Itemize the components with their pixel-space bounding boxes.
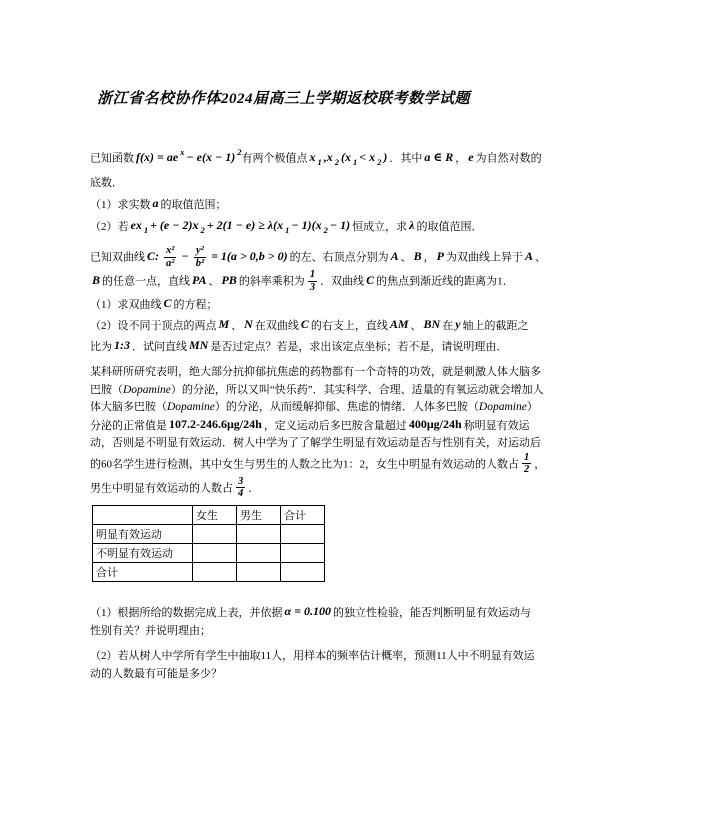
text-run: 轴上的截距之 — [462, 320, 529, 333]
text-line — [90, 173, 560, 194]
math-run: 1 — [143, 225, 149, 236]
math-run: PA — [192, 272, 207, 287]
text-line — [90, 270, 560, 294]
text-run: ， — [534, 458, 546, 471]
problem-3-question-1 — [90, 603, 560, 640]
math-run: (x — [341, 149, 352, 164]
text-run: 的独立性检验，能否判断明显有效运动与 — [332, 606, 531, 619]
math-run: 2 — [200, 225, 205, 236]
math-run: + (e − 2)x — [150, 217, 199, 232]
math-run: − e(x − 1) — [186, 149, 236, 164]
text-run: 底数． — [90, 176, 123, 189]
text-run: 的60名学生进行检测，其中女生与男生的人数之比为1：2，女生中明显有效运动的人数占 — [90, 458, 519, 471]
text-line — [90, 194, 560, 216]
table-cell-empty — [193, 543, 237, 562]
text-run: 的斜率乘积为 — [238, 275, 305, 288]
math-run: 1 — [285, 225, 290, 236]
text-run: 是否过定点？若是，求出该定点坐标；若不是，请说明理由． — [210, 341, 508, 354]
math-run: 1 — [353, 156, 358, 167]
text-run: 男生中明显有效运动的人数占 — [90, 482, 233, 495]
text-line — [90, 315, 560, 336]
text-run: ） — [526, 401, 538, 414]
fraction — [308, 269, 317, 293]
row-header-effective: 明显有效运动 — [93, 524, 193, 543]
math-run: − 1)(x — [291, 217, 322, 232]
math-run: C: — [147, 248, 159, 263]
page-title: 浙江省名校协作体2024届高三上学期返校联考数学试题 — [97, 91, 471, 107]
math-run: BN — [423, 317, 441, 332]
text-run: 为自然对数的 — [475, 152, 542, 165]
text-run: 有两个极值点 — [241, 152, 308, 165]
math-run: 2 — [377, 156, 382, 167]
fraction-numerator: 1 — [524, 451, 530, 463]
math-run: ) — [383, 149, 388, 164]
text-run: 的取值范围； — [160, 198, 227, 211]
exam-page — [90, 87, 560, 683]
fraction-denominator: a² — [166, 257, 175, 269]
table-row — [93, 562, 325, 581]
text-run: 的焦点到渐近线的距离为1． — [376, 275, 514, 288]
text-run: ）的分泌，所以又叫“快乐药”．其实科学、合理、适量的有氧运动就会增加人 — [170, 383, 544, 396]
table-row — [93, 543, 325, 562]
fraction — [194, 245, 206, 269]
table-cell-empty — [281, 562, 325, 581]
fraction-denominator: 3 — [309, 281, 316, 293]
table-row — [93, 524, 325, 543]
text-run: 已知函数 — [90, 152, 134, 165]
table-corner-cell — [93, 505, 193, 524]
text-run: 的取值范围． — [416, 220, 483, 233]
math-run: 400μg/24h — [408, 416, 462, 431]
text-run: 某科研所研究表明，绝大部分抗抑郁抗焦虑的药物都有一个奇特的功效，就是刺激人体大脑多 — [90, 366, 541, 379]
row-header-total: 合计 — [93, 562, 193, 581]
math-run: x — [180, 147, 185, 157]
fraction-numerator: y² — [194, 245, 206, 258]
row-header-not-effective: 不明显有效运动 — [93, 543, 193, 562]
table-header-row — [93, 505, 325, 524]
text-run: 的方程； — [173, 299, 218, 312]
text-line — [90, 622, 560, 640]
fraction-denominator: b² — [195, 257, 205, 269]
text-run: 、 — [410, 320, 422, 333]
text-run: 、 — [535, 251, 546, 264]
text-line — [90, 336, 560, 357]
math-run: Dopamine — [123, 383, 171, 396]
math-run: 2 — [237, 147, 242, 157]
problem-3-intro — [90, 364, 560, 501]
math-run: M — [218, 317, 230, 332]
text-run: ，定义运动后多巴胺含量超过 — [263, 419, 407, 432]
text-run: 的右支上，直线 — [310, 320, 388, 333]
text-line — [90, 453, 560, 477]
text-run: 动，否则是不明显有效运动．树人中学为了了解学生明显有效运动是否与性别有关，对运动后 — [90, 437, 541, 450]
text-line — [90, 382, 560, 400]
math-run: 1:3 — [114, 338, 130, 353]
math-run: < x — [359, 149, 376, 164]
text-run: 称明显有效运 — [463, 419, 530, 432]
text-run: 巴胺（ — [90, 383, 123, 396]
math-run: AM — [389, 317, 409, 332]
text-line — [90, 477, 560, 501]
text-line — [90, 364, 560, 382]
text-run: （2）设不同于顶点的两点 — [90, 320, 217, 333]
text-run: 、 — [208, 275, 220, 288]
text-run: 动的人数最有可能是多少？ — [90, 667, 222, 680]
table-cell-empty — [193, 562, 237, 581]
math-run: 2 — [323, 225, 328, 236]
text-run: 为双曲线上异于 — [445, 251, 523, 264]
math-run: C — [163, 296, 172, 311]
text-run: ．试问直线 — [132, 341, 187, 354]
math-run: N — [244, 317, 253, 332]
problem-3-question-2 — [90, 647, 560, 683]
text-run: 在 — [442, 320, 454, 333]
text-line — [90, 144, 560, 173]
math-run: 107.2-246.6μg/24h — [169, 416, 262, 431]
contingency-table — [92, 505, 325, 582]
math-run: B — [413, 248, 422, 263]
math-run: e — [468, 149, 474, 164]
math-run: Dopamine — [167, 401, 215, 414]
text-run: 的任意一点，直线 — [102, 275, 191, 288]
fraction-numerator: x² — [166, 245, 175, 257]
math-run: a — [152, 195, 159, 210]
text-run: （2）若 — [90, 220, 129, 233]
text-line — [90, 399, 560, 417]
math-run: x — [309, 149, 316, 164]
math-run: λ — [409, 217, 415, 232]
text-line — [90, 603, 560, 622]
table-cell-empty — [281, 543, 325, 562]
text-run: 恒成立，求 — [352, 220, 408, 233]
math-run: + 2(1 − e) ≥ λ(x — [206, 217, 284, 232]
math-run: C — [366, 272, 375, 287]
fraction — [164, 245, 176, 269]
text-line — [90, 417, 560, 436]
problem-1 — [90, 144, 560, 241]
col-header-female: 女生 — [193, 505, 237, 524]
problem-2 — [90, 246, 560, 357]
math-run: B — [92, 272, 101, 287]
col-header-male: 男生 — [237, 505, 281, 524]
fraction-denominator: 2 — [524, 464, 530, 476]
math-run: y — [455, 317, 461, 332]
math-run: Dopamine — [478, 401, 527, 414]
text-run: 、 — [400, 251, 412, 264]
text-line — [90, 665, 560, 683]
fraction-numerator: 1 — [309, 269, 316, 281]
math-run: P — [436, 248, 444, 263]
math-run: C — [300, 317, 309, 332]
text-run: 性别有关？并说明理由； — [90, 624, 211, 637]
math-run: a ∈ R — [424, 149, 454, 164]
col-header-total: 合计 — [281, 505, 325, 524]
text-run: 在双曲线 — [254, 320, 299, 333]
table-cell-empty — [237, 524, 281, 543]
math-run: A — [524, 248, 533, 263]
text-run: 已知双曲线 — [90, 251, 145, 264]
math-run: MN — [189, 338, 209, 353]
text-run: （1）根据所给的数据完成上表，并依据 — [90, 606, 283, 619]
math-run: ,x — [323, 149, 333, 164]
text-run: （1）求实数 — [90, 198, 151, 211]
text-line — [90, 435, 560, 453]
math-run: PB — [221, 272, 237, 287]
math-run: − 1) — [329, 217, 351, 232]
text-run: 、 — [231, 320, 243, 333]
table-cell-empty — [193, 524, 237, 543]
text-run: ， — [423, 251, 435, 264]
math-run: 2 — [334, 156, 340, 167]
text-line — [90, 647, 560, 665]
text-run: ）的分泌，从而缓解抑郁、焦虑的情绪．人体多巴胺（ — [214, 401, 479, 414]
math-run: A — [390, 248, 399, 263]
text-run: ．其中 — [389, 152, 423, 165]
text-run: （2）若从树人中学所有学生中抽取11人，用样本的频率估计概率，预测11人中不明显有效运 — [90, 649, 535, 662]
math-run: 1 — [317, 156, 322, 167]
fraction-numerator: 3 — [238, 475, 244, 487]
text-run: ．双曲线 — [320, 275, 365, 288]
text-line — [90, 294, 560, 315]
fraction — [236, 476, 245, 500]
math-run: α = 0.100 — [284, 603, 331, 618]
math-run: ex — [130, 217, 142, 232]
table-cell-empty — [237, 543, 281, 562]
fraction-denominator: 4 — [238, 488, 244, 500]
fraction — [522, 452, 531, 476]
math-run: − — [181, 248, 189, 263]
table-cell-empty — [281, 524, 325, 543]
table-cell-empty — [237, 562, 281, 581]
text-run: 的左、右顶点分别为 — [289, 251, 389, 264]
text-run: ． — [248, 482, 260, 495]
text-run: 分泌的正常值是 — [90, 419, 167, 432]
text-run: 比为 — [90, 341, 112, 354]
math-run: = 1(a > 0,b > 0) — [211, 248, 288, 263]
text-line — [90, 216, 560, 241]
math-run: f(x) = ae — [136, 149, 179, 164]
text-run: 体大脑多巴胺（ — [90, 401, 167, 414]
text-run: ， — [455, 152, 467, 165]
text-run: （1）求双曲线 — [90, 299, 162, 312]
text-line — [90, 246, 560, 270]
